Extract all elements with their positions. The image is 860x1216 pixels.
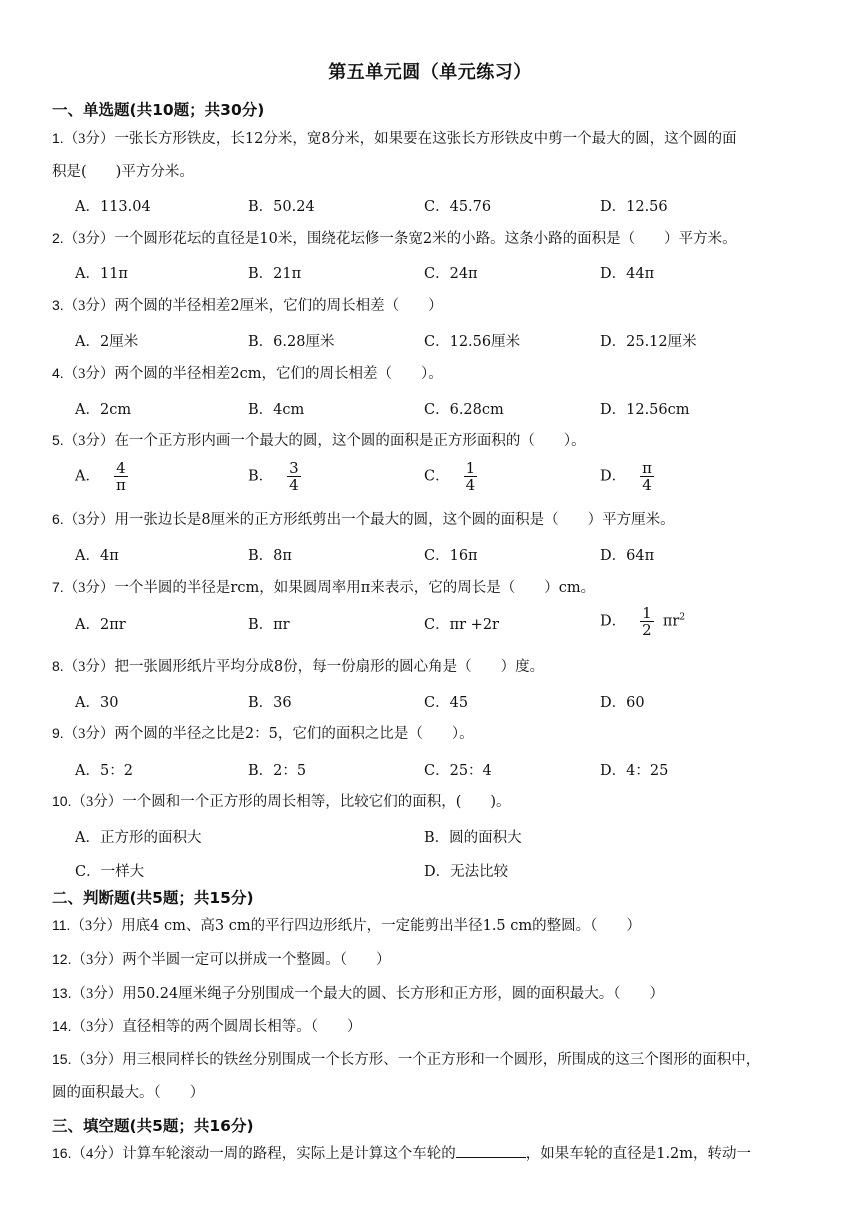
options-q7 bbox=[0, 605, 860, 649]
question-14 bbox=[52, 1010, 812, 1044]
question-4 bbox=[52, 357, 812, 391]
option-d[interactable]: D．25.12厘米 bbox=[600, 334, 697, 350]
option-letter: C． bbox=[424, 468, 450, 485]
question-score: （3分） bbox=[71, 952, 123, 968]
question-9 bbox=[52, 717, 812, 751]
question-13 bbox=[52, 977, 812, 1011]
formula-text: πr bbox=[662, 613, 680, 630]
option-d[interactable]: D．12.56cm bbox=[600, 402, 690, 418]
option-b[interactable]: B．4cm bbox=[248, 402, 305, 418]
question-score: （3分） bbox=[63, 131, 115, 147]
question-15 bbox=[52, 1043, 812, 1110]
question-score: （3分） bbox=[71, 986, 123, 1002]
options-q2 bbox=[0, 262, 860, 292]
question-text: 在一个正方形内画一个最大的圆，这个圆的面积是正方形面积的（ ）。 bbox=[114, 433, 586, 449]
question-number: 5. bbox=[52, 432, 64, 448]
fraction bbox=[640, 605, 654, 638]
options-q5 bbox=[0, 460, 860, 504]
fraction bbox=[640, 460, 654, 493]
question-text: 直径相等的两个圆周长相等。（ ） bbox=[122, 1019, 362, 1035]
option-a[interactable]: A．4π bbox=[75, 548, 119, 564]
option-c[interactable]: C．12.56厘米 bbox=[424, 334, 521, 350]
question-text: 用一张边长是8厘米的正方形纸剪出一个最大的圆，这个圆的面积是（ ）平方厘米。 bbox=[114, 512, 675, 528]
question-number: 11. bbox=[52, 917, 71, 933]
numerator: π bbox=[642, 459, 652, 477]
option-c[interactable] bbox=[424, 460, 477, 493]
option-b[interactable]: B．6.28厘米 bbox=[248, 334, 335, 350]
fraction bbox=[287, 460, 301, 493]
question-text-cont: 积是( )平方分米。 bbox=[52, 164, 194, 180]
question-number: 13. bbox=[52, 985, 72, 1001]
options-q6 bbox=[0, 544, 860, 574]
question-score: （3分） bbox=[63, 433, 115, 449]
option-a[interactable]: A．2cm bbox=[75, 402, 132, 418]
question-text: 两个半圆一定可以拼成一个整圆。（ ） bbox=[122, 952, 391, 968]
denominator: 4 bbox=[642, 476, 652, 494]
denominator: 4 bbox=[465, 476, 476, 494]
question-score: （3分） bbox=[70, 918, 122, 934]
question-text: 一张长方形铁皮，长12分米，宽8分米，如果要在这张长方形铁皮中剪一个最大的圆，这个圆的面 bbox=[114, 131, 737, 147]
question-2 bbox=[52, 222, 812, 256]
question-16 bbox=[52, 1137, 812, 1171]
question-number: 10. bbox=[52, 793, 72, 809]
question-score: （3分） bbox=[63, 659, 115, 675]
option-letter: D． bbox=[600, 613, 627, 630]
question-text: 两个圆的半径相差2cm，它们的周长相差（ ）。 bbox=[114, 366, 443, 382]
fraction bbox=[464, 460, 478, 493]
question-6 bbox=[52, 503, 812, 537]
option-c[interactable]: C．一样大 bbox=[75, 864, 145, 880]
question-5 bbox=[52, 424, 812, 458]
option-a[interactable]: A．30 bbox=[75, 695, 119, 711]
option-d[interactable]: D．44π bbox=[600, 266, 655, 282]
section-heading-true-false: 二、判断题(共5题；共15分) bbox=[52, 889, 254, 907]
question-text: 一个圆形花坛的直径是10米，围绕花坛修一条宽2米的小路。这条小路的面积是（ ）平方米。 bbox=[114, 231, 737, 247]
option-letter: A． bbox=[75, 468, 100, 485]
option-a[interactable] bbox=[75, 460, 128, 493]
question-text: 一个圆和一个正方形的周长相等，比较它们的面积，( )。 bbox=[122, 794, 511, 810]
option-b[interactable]: B．2：5 bbox=[248, 763, 307, 779]
option-b[interactable]: B．圆的面积大 bbox=[424, 830, 522, 846]
question-score: （4分） bbox=[71, 1146, 123, 1162]
option-b[interactable]: B．πr bbox=[248, 617, 290, 633]
question-number: 7. bbox=[52, 579, 64, 595]
section-heading-fill-in: 三、填空题(共5题；共16分) bbox=[52, 1117, 254, 1135]
option-b[interactable]: B．21π bbox=[248, 266, 302, 282]
option-a[interactable]: A．2πr bbox=[75, 617, 126, 633]
option-d[interactable] bbox=[600, 605, 685, 638]
question-text: 两个圆的半径之比是2：5，它们的面积之比是（ ）。 bbox=[114, 726, 474, 742]
question-7 bbox=[52, 571, 812, 605]
question-10 bbox=[52, 785, 812, 819]
question-number: 14. bbox=[52, 1018, 72, 1034]
question-12 bbox=[52, 943, 812, 977]
question-number: 16. bbox=[52, 1145, 72, 1161]
option-a[interactable]: A．11π bbox=[75, 266, 128, 282]
question-number: 2. bbox=[52, 230, 64, 246]
question-number: 8. bbox=[52, 658, 64, 674]
denominator: π bbox=[115, 476, 126, 494]
numerator: 3 bbox=[289, 459, 299, 477]
option-d[interactable]: D．12.56 bbox=[600, 199, 668, 215]
question-score: （3分） bbox=[71, 1052, 123, 1068]
option-d[interactable]: D．无法比较 bbox=[424, 864, 509, 880]
option-c[interactable]: C．25：4 bbox=[424, 763, 492, 779]
question-8 bbox=[52, 650, 812, 684]
fraction bbox=[114, 460, 128, 493]
option-c[interactable]: C．πr +2r bbox=[424, 617, 499, 633]
question-text: 一个半圆的半径是rcm，如果圆周率用π来表示，它的周长是（ ）cm。 bbox=[114, 580, 596, 596]
option-a[interactable]: A．正方形的面积大 bbox=[75, 830, 202, 846]
question-number: 12. bbox=[52, 951, 72, 967]
question-score: （3分） bbox=[63, 298, 115, 314]
question-score: （3分） bbox=[63, 366, 115, 382]
option-b[interactable] bbox=[248, 460, 301, 493]
question-text-cont: 圆的面积最大。（ ） bbox=[52, 1085, 205, 1101]
question-score: （3分） bbox=[71, 1019, 123, 1035]
exponent: 2 bbox=[679, 612, 686, 623]
question-number: 3. bbox=[52, 297, 64, 313]
option-b[interactable]: B．50.24 bbox=[248, 199, 315, 215]
question-text: 两个圆的半径相差2厘米，它们的周长相差（ ） bbox=[114, 298, 443, 314]
section-heading-single-choice: 一、单选题(共10题；共30分) bbox=[52, 101, 265, 119]
question-text: 把一张圆形纸片平均分成8份，每一份扇形的圆心角是（ ）度。 bbox=[114, 659, 545, 675]
question-score: （3分） bbox=[63, 512, 115, 528]
numerator: 1 bbox=[465, 459, 476, 477]
numerator: 4 bbox=[116, 459, 126, 477]
question-3 bbox=[52, 289, 812, 323]
option-letter: D． bbox=[600, 468, 627, 485]
option-c[interactable]: C．16π bbox=[424, 548, 478, 564]
answer-blank[interactable] bbox=[456, 1143, 526, 1158]
options-q3 bbox=[0, 330, 860, 360]
option-b[interactable]: B．8π bbox=[248, 548, 292, 564]
option-d[interactable] bbox=[600, 460, 654, 493]
option-d[interactable]: D．60 bbox=[600, 695, 645, 711]
question-1 bbox=[52, 122, 812, 189]
option-c[interactable]: C．45 bbox=[424, 695, 469, 711]
option-b[interactable]: B．36 bbox=[248, 695, 292, 711]
option-c[interactable]: C．6.28cm bbox=[424, 402, 504, 418]
question-score: （3分） bbox=[63, 231, 115, 247]
question-text: 用50.24厘米绳子分别围成一个最大的圆、长方形和正方形，圆的面积最大。（ ） bbox=[122, 986, 664, 1002]
question-text: 用底4 cm、高3 cm的平行四边形纸片，一定能剪出半径1.5 cm的整圆。（ ） bbox=[121, 918, 641, 934]
options-q10-row1 bbox=[0, 826, 860, 856]
option-a[interactable]: A．113.04 bbox=[75, 199, 151, 215]
question-11 bbox=[52, 909, 812, 943]
numerator: 1 bbox=[642, 604, 652, 622]
question-number: 9. bbox=[52, 725, 64, 741]
question-number: 15. bbox=[52, 1051, 72, 1067]
question-number: 6. bbox=[52, 511, 64, 527]
option-c[interactable]: C．45.76 bbox=[424, 199, 492, 215]
page-title: 第五单元圆（单元练习） bbox=[328, 62, 532, 83]
question-score: （3分） bbox=[71, 794, 123, 810]
question-text: 用三根同样长的铁丝分别围成一个长方形、一个正方形和一个圆形，所围成的这三个图形的面积中， bbox=[122, 1052, 761, 1068]
denominator: 4 bbox=[289, 476, 299, 494]
option-a[interactable]: A．5：2 bbox=[75, 763, 133, 779]
option-d[interactable]: D．4：25 bbox=[600, 763, 669, 779]
option-d[interactable]: D．64π bbox=[600, 548, 655, 564]
question-score: （3分） bbox=[63, 726, 115, 742]
option-c[interactable]: C．24π bbox=[424, 266, 478, 282]
question-text-cont: ，如果车轮的直径是1.2m，转动一 bbox=[525, 1146, 752, 1162]
option-letter: B． bbox=[248, 468, 274, 485]
question-number: 4. bbox=[52, 365, 64, 381]
question-number: 1. bbox=[52, 130, 64, 146]
question-text: 计算车轮滚动一周的路程，实际上是计算这个车轮的 bbox=[122, 1146, 456, 1162]
question-score: （3分） bbox=[63, 580, 115, 596]
options-q1 bbox=[0, 195, 860, 225]
denominator: 2 bbox=[642, 621, 652, 639]
option-a[interactable]: A．2厘米 bbox=[75, 334, 139, 350]
